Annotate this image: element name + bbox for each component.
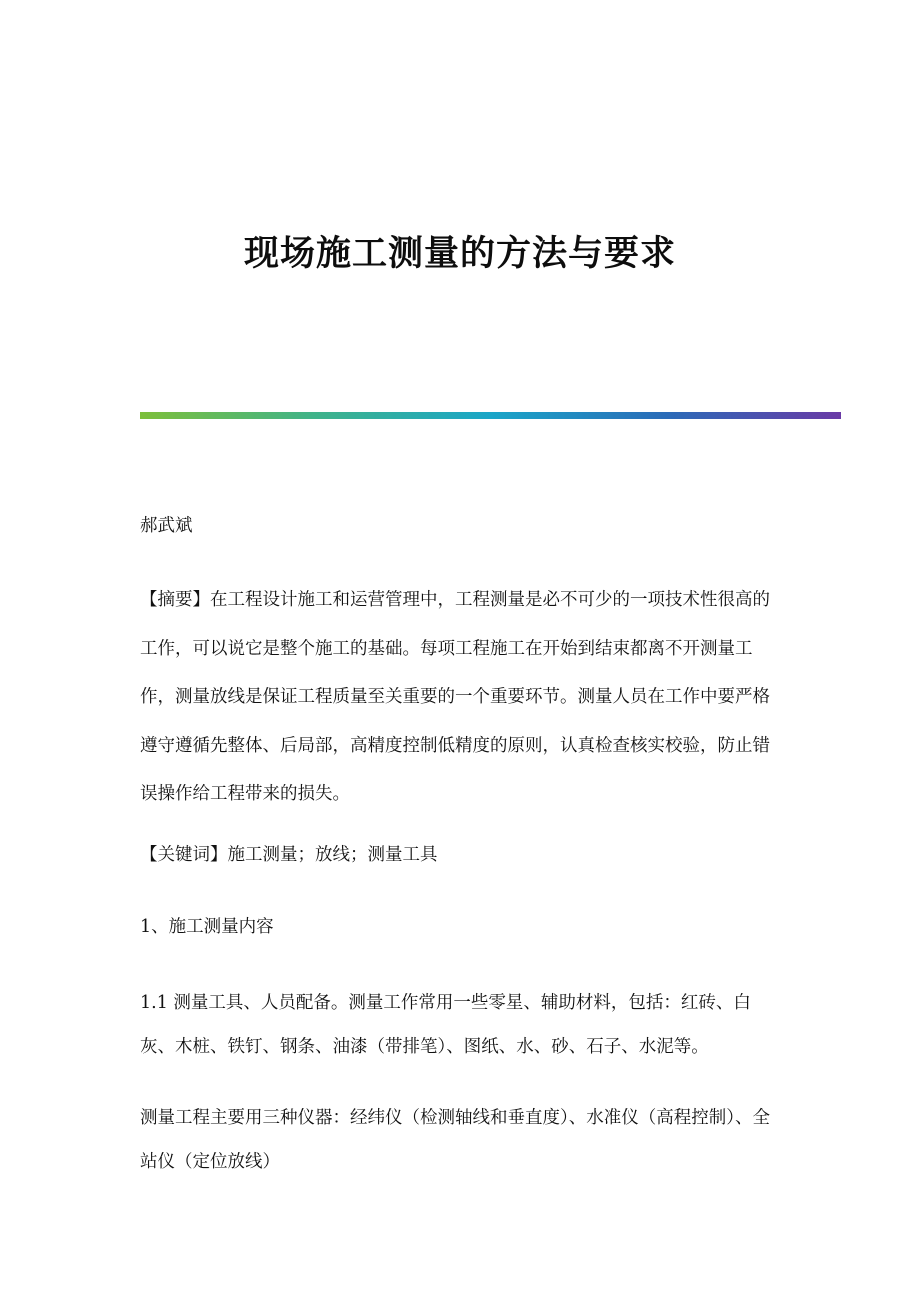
document-title: 现场施工测量的方法与要求 (243, 233, 676, 274)
abstract-text: 在工程设计施工和运营管理中，工程测量是必不可少的一项技术性很高的工作，可以说它是整个施工的基础。每项工程施工在开始到结束都离不开测量工作，测量放线是保证工程质量至关重要的一个重要环节。测量人员在工作中要严格遵守遵循先整体、后局部，高精度控制低精度的原则，认真检查核实校验，防止错误操作给工程带来的损失。 (140, 590, 770, 804)
paragraph-1-1: 1.1 测量工具、人员配备。测量工作常用一些零星、辅助材料，包括：红砖、白灰、木桩、铁钉、钢条、油漆（带排笔）、图纸、水、砂、石子、水泥等。 (140, 993, 751, 1057)
paragraph-instruments: 测量工程主要用三种仪器：经纬仪（检测轴线和垂直度）、水准仪（高程控制）、全站仪（定位放线） (140, 1108, 770, 1172)
abstract-label: 【摘要】 (140, 590, 210, 610)
section-heading: 1、施工测量内容 (140, 917, 274, 937)
decorative-gradient-rule (140, 412, 841, 419)
abstract-paragraph (140, 576, 780, 819)
author-name: 郝武斌 (140, 516, 193, 536)
keywords-paragraph (140, 837, 780, 874)
keywords-label: 【关键词】 (140, 845, 228, 865)
keywords-text: 施工测量；放线；测量工具 (227, 845, 438, 865)
